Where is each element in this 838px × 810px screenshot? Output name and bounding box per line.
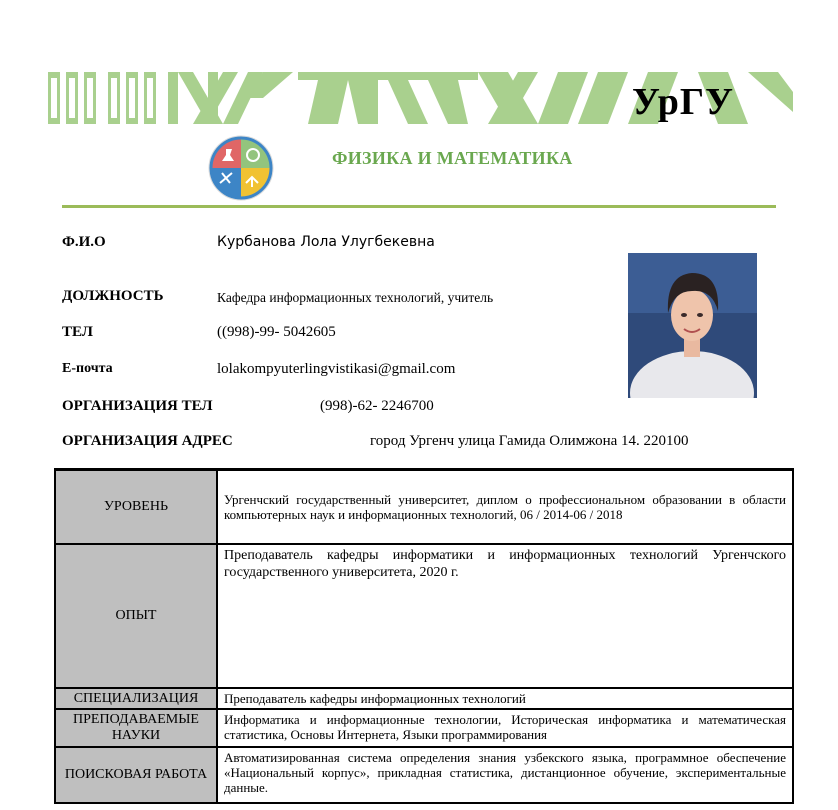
org-phone-value: (998)-62- 2246700 (320, 398, 434, 414)
name-value: Курбанова Лола Улугбекевна (217, 234, 435, 250)
profile-photo (628, 253, 757, 398)
name-label: Ф.И.О (62, 234, 106, 250)
org-address-value: город Ургенч улица Гамида Олимжона 14. 220100 (370, 433, 689, 449)
table-row (55, 470, 793, 544)
phone-value: ((998)-99- 5042605 (217, 324, 336, 340)
row-value-experience: Преподаватель кафедры информатики и информационных технологий Ургенчского государственного университета, 2020 г. (217, 544, 793, 688)
position-label: ДОЛЖНОСТЬ (62, 288, 164, 304)
row-value-specialization: Преподаватель кафедры информационных технологий (217, 688, 793, 709)
faculty-title: ФИЗИКА И МАТЕМАТИКА (332, 148, 573, 168)
row-label-level: УРОВЕНЬ (55, 470, 217, 544)
faculty-logo-icon (208, 135, 274, 201)
position-value: Кафедра информационных технологий, учитель (217, 290, 494, 305)
cv-table (54, 468, 794, 804)
table-row (55, 747, 793, 803)
phone-label: ТЕЛ (62, 324, 93, 340)
row-label-subjects: ПРЕПОДАВАЕМЫЕ НАУКИ (55, 709, 217, 747)
row-label-research: ПОИСКОВАЯ РАБОТА (55, 747, 217, 803)
org-address-label: ОРГАНИЗАЦИЯ АДРЕС (62, 433, 233, 449)
row-label-experience: ОПЫТ (55, 544, 217, 688)
email-label: E-почта (62, 361, 113, 376)
org-phone-label: ОРГАНИЗАЦИЯ ТЕЛ (62, 398, 213, 414)
table-row (55, 709, 793, 747)
email-value[interactable]: lolakompyuterlingvistikasi@gmail.com (217, 361, 456, 377)
header-divider (62, 205, 776, 208)
row-label-specialization: СПЕЦИАЛИЗАЦИЯ (55, 688, 217, 709)
table-row (55, 544, 793, 688)
row-value-level: Ургенчский государственный университет, диплом о профессиональном образовании в области компьютерных наук и информационных технологий, 06 / 2014-06 / 2018 (217, 470, 793, 544)
row-value-subjects: Информатика и информационные технологии, Историческая информатика и математическая статистика, Основы Интернета, Языки программирования (217, 709, 793, 747)
table-row (55, 688, 793, 709)
row-value-research: Автоматизированная система определения знания узбекского языка, программное обеспечение «Национальный корпус», прикладная статистика, дистанционное обучение, экспериментальные данные. (217, 747, 793, 803)
university-title: УрГУ (632, 81, 734, 123)
